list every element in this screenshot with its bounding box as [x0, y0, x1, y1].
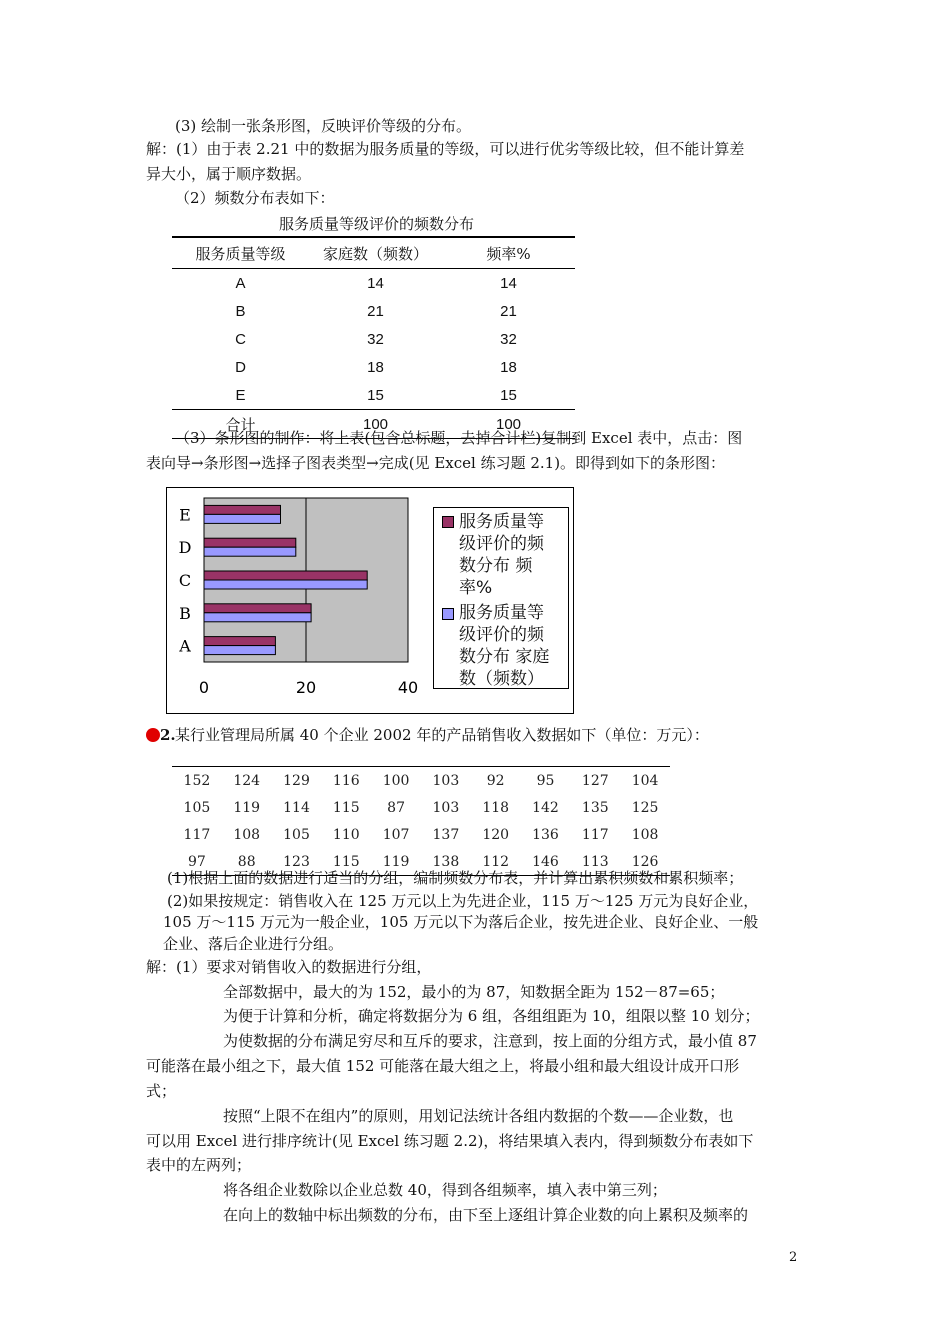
table-cell: 15: [367, 386, 384, 404]
y-tick-label: E: [179, 505, 191, 525]
table-cell: 103: [432, 799, 460, 816]
table-cell: 138: [421, 848, 471, 876]
sales-data-table: [172, 766, 670, 876]
table-cell: 15: [500, 386, 517, 404]
bar: [204, 613, 311, 622]
legend-line: 级评价的频: [459, 534, 544, 554]
freq-table: [172, 236, 575, 439]
solution-line-tally1: 按照“上限不在组内”的原则，用划记法统计各组内数据的个数——企业数，也: [223, 1107, 734, 1125]
freq-table-header: [172, 237, 575, 269]
table-cell: 118: [482, 799, 510, 816]
solution-line-open1: 为使数据的分布满足穷尽和互斥的要求，注意到，按上面的分组方式，最小值 87: [223, 1032, 757, 1050]
table-cell: 125: [631, 799, 659, 816]
question-2-text: 某行业管理局所属 40 个企业 2002 年的产品销售收入数据如下（单位：万元）：: [175, 726, 709, 744]
table-cell: 105: [283, 826, 310, 843]
y-tick-label: B: [179, 603, 191, 623]
bar: [204, 547, 296, 556]
bar: [204, 604, 311, 613]
freq-table-title: 服务质量等级评价的频数分布: [279, 215, 475, 233]
table-row: [172, 353, 575, 381]
table-cell: 103: [421, 767, 471, 795]
table-cell: 107: [382, 826, 410, 843]
legend-line: 服务质量等: [459, 603, 544, 623]
table-cell: 18: [367, 358, 384, 376]
answer-2-intro: （2）频数分布表如下：: [175, 189, 335, 207]
table-cell: 117: [581, 826, 609, 843]
table-cell: 32: [367, 330, 384, 348]
question-2-part2-line2: 105 万～115 万元为一般企业，105 万元以下为落后企业，按先进企业、良好企业、一般: [163, 913, 759, 931]
table-cell: 88: [222, 848, 272, 876]
table-cell: 32: [500, 330, 517, 348]
table-cell: 21: [367, 302, 384, 320]
solution-line-tally2: 可以用 Excel 进行排序统计(见 Excel 练习题 2.2)，将结果填入表内，得到频数分布表如下: [146, 1132, 754, 1150]
table-cell: 92: [471, 767, 521, 795]
table-cell: 114: [283, 799, 310, 816]
table-cell: 117: [183, 826, 211, 843]
table-cell: 18: [500, 358, 517, 376]
legend-line: 服务质量等: [459, 512, 544, 532]
x-tick-label: 20: [295, 678, 317, 697]
table-cell: 119: [371, 848, 421, 876]
table-cell: E: [235, 386, 246, 404]
table-row: [172, 821, 670, 848]
legend-line: 数（频数）: [459, 669, 544, 689]
table-cell: 14: [367, 274, 384, 292]
table-row: [172, 794, 670, 821]
table-cell: 115: [332, 799, 360, 816]
question-2-part2-line3: 企业、落后企业进行分组。: [163, 935, 344, 953]
legend-line: 数分布 家庭: [459, 647, 550, 667]
legend-label-series2: [459, 602, 549, 690]
table-cell: 112: [471, 848, 521, 876]
bar: [204, 514, 281, 523]
chart-legend: [433, 507, 569, 689]
solution-line-open2: 可能落在最小组之下，最大值 152 可能落在最大组之上，将最小组和最大组设计成开口形: [146, 1057, 740, 1075]
table-row: [172, 325, 575, 353]
table-cell: 14: [500, 274, 517, 292]
chart-method-line1: （3）条形图的制作：将上表(包含总标题，去掉合计栏)复制到 Excel 表中，点击：图: [175, 429, 743, 447]
table-cell: 21: [500, 302, 517, 320]
legend-swatch-series2: [442, 608, 454, 620]
red-bullet-icon: [146, 728, 160, 742]
legend-line: 级评价的频: [459, 625, 544, 645]
total-rate: 100: [442, 410, 575, 439]
table-cell: 110: [332, 826, 360, 843]
table-cell: 142: [532, 799, 559, 816]
table-cell: 137: [432, 826, 460, 843]
table-cell: 97: [172, 848, 222, 876]
freq-header-rate: 频率%: [442, 237, 575, 269]
solution-line-open3: 式；: [146, 1082, 177, 1100]
bar: [204, 646, 275, 655]
table-row: [172, 767, 670, 795]
table-cell: 100: [371, 767, 421, 795]
solution-line-groups: 为便于计算和分析，确定将数据分为 6 组，各组组距为 10，组限以整 10 划分；: [223, 1007, 760, 1025]
question-2-number: 2.: [160, 726, 176, 744]
table-cell: 129: [272, 767, 322, 795]
x-tick-label: 40: [397, 678, 419, 697]
freq-header-grade: 服务质量等级: [172, 237, 309, 269]
bar: [204, 538, 296, 547]
table-row: [172, 381, 575, 410]
legend-line: 数分布 频: [459, 556, 533, 576]
table-cell: 126: [620, 848, 670, 876]
table-cell: 135: [581, 799, 609, 816]
y-tick-label: A: [179, 636, 191, 656]
bar: [204, 580, 367, 589]
table-row: [172, 297, 575, 325]
table-cell: 136: [532, 826, 559, 843]
table-cell: 108: [631, 826, 659, 843]
table-cell: 87: [387, 799, 405, 816]
table-cell: C: [235, 330, 246, 348]
table-cell: A: [235, 274, 246, 292]
answer-1-line1: 解：(1）由于表 2.21 中的数据为服务质量的等级，可以进行优劣等级比较，但不能计算差: [146, 140, 745, 158]
table-cell: 152: [172, 767, 222, 795]
chart-method-line2: 表向导→条形图→选择子图表类型→完成(见 Excel 练习题 2.1)。即得到如下的条形图：: [146, 454, 726, 472]
table-cell: D: [235, 358, 246, 376]
bar: [204, 571, 367, 580]
table-cell: 123: [272, 848, 322, 876]
table-cell: 119: [233, 799, 261, 816]
table-cell: 105: [183, 799, 211, 816]
solution-intro: 解：(1）要求对销售收入的数据进行分组，: [146, 958, 432, 976]
table-cell: 104: [620, 767, 670, 795]
solution-line-cumulative: 在向上的数轴中标出频数的分布，由下至上逐组计算企业数的向上累积及频率的: [223, 1206, 749, 1224]
table-cell: 127: [570, 767, 620, 795]
page-number: 2: [789, 1250, 798, 1265]
legend-line: 率%: [459, 578, 493, 598]
table-cell: 113: [570, 848, 620, 876]
bar: [204, 505, 281, 514]
table-cell: 116: [321, 767, 371, 795]
table-cell: 95: [521, 767, 571, 795]
table-cell: B: [235, 302, 246, 320]
bar: [204, 637, 275, 646]
y-tick-label: D: [178, 538, 192, 558]
solution-line-rate: 将各组企业数除以企业总数 40，得到各组频率，填入表中第三列；: [223, 1181, 667, 1199]
freq-header-count: 家庭数（频数）: [309, 237, 442, 269]
solution-line-tally3: 表中的左两列；: [146, 1156, 252, 1174]
question-2-part1: (1)根据上面的数据进行适当的分组，编制频数分布表，并计算出累积频数和累积频率；: [167, 869, 744, 887]
table-cell: 120: [482, 826, 510, 843]
table-row: [172, 269, 575, 298]
table-cell: 108: [233, 826, 261, 843]
legend-label-series1: [459, 511, 544, 599]
solution-line-range: 全部数据中，最大的为 152，最小的为 87，知数据全距为 152－87=65；: [223, 983, 725, 1001]
y-tick-label: C: [178, 571, 192, 590]
answer-1-line2: 异大小，属于顺序数据。: [146, 165, 312, 183]
table-cell: 146: [521, 848, 571, 876]
table-cell: 124: [222, 767, 272, 795]
legend-swatch-series1: [442, 516, 454, 528]
total-label: 合计: [172, 410, 309, 439]
total-count: 100: [309, 410, 442, 439]
question-3-line: (3) 绘制一张条形图，反映评价等级的分布。: [175, 117, 472, 135]
question-2-part2-line1: (2)如果按规定：销售收入在 125 万元以上为先进企业，115 万～125 万元为良好企业，: [167, 892, 759, 910]
table-cell: 115: [321, 848, 371, 876]
x-tick-label: 0: [198, 678, 210, 697]
